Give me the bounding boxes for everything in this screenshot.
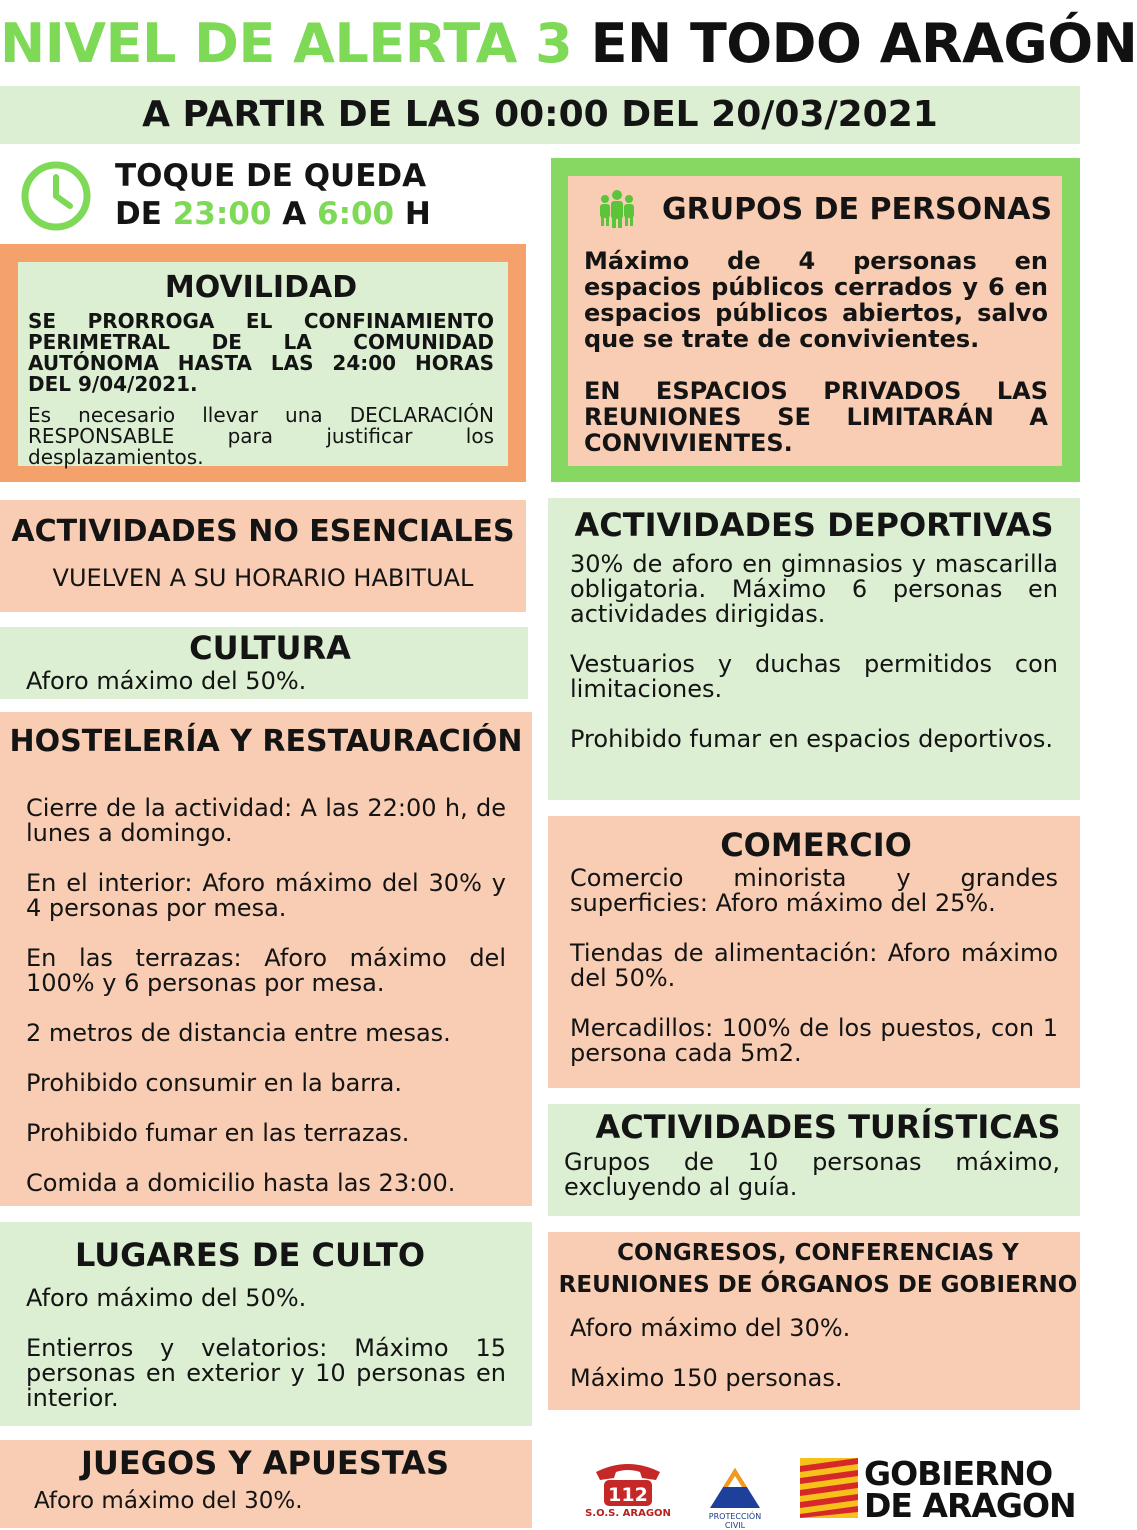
curfew-mid: A xyxy=(282,196,307,232)
page-title xyxy=(0,12,1137,75)
movilidad-text-1: SE PRORROGA EL CONFINAMIENTO PERIMETRAL DE LA COMUNIDAD AUTÓNOMA HASTA LAS 24:00 HORAS DEL 9/04/2021. xyxy=(28,309,494,396)
turisticas-heading: ACTIVIDADES TURÍSTICAS xyxy=(595,1108,1061,1146)
juegos-section xyxy=(0,1440,532,1528)
list-item: Comercio minorista y grandes superficies: Aforo máximo del 25%. xyxy=(570,864,1058,917)
culto-heading: LUGARES DE CULTO xyxy=(74,1236,426,1274)
sos-number: 112 xyxy=(608,1484,648,1506)
sos-aragon-logo xyxy=(582,1458,674,1522)
movilidad-text-2: Es necesario llevar una DECLARACIÓN RESPONSABLE para justificar los desplazamientos. xyxy=(28,403,494,469)
culto-text-2: Entierros y velatorios: Máximo 15 personas en exterior y 10 personas en interior. xyxy=(26,1334,506,1412)
comercio-heading: COMERCIO xyxy=(720,826,912,864)
curfew-heading: TOQUE DE QUEDA xyxy=(115,158,427,194)
group-icon xyxy=(596,188,638,230)
list-item: 2 metros de distancia entre mesas. xyxy=(26,1019,451,1047)
grupos-text-2: EN ESPACIOS PRIVADOS LAS REUNIONES SE LIMITARÁN A CONVIVIENTES. xyxy=(584,377,1048,457)
no-esenciales-section xyxy=(0,500,526,612)
movilidad-heading: MOVILIDAD xyxy=(164,270,358,305)
sos-label: S.O.S. ARAGON xyxy=(585,1508,671,1519)
curfew-start-time: 23:00 xyxy=(172,196,272,232)
congresos-heading-line-1: CONGRESOS, CONFERENCIAS Y xyxy=(617,1240,1019,1266)
list-item: Comida a domicilio hasta las 23:00. xyxy=(26,1169,456,1197)
no-esenciales-text: VUELVEN A SU HORARIO HABITUAL xyxy=(52,564,474,592)
hosteleria-heading: HOSTELERÍA Y RESTAURACIÓN xyxy=(9,724,523,759)
grupos-heading: GRUPOS DE PERSONAS xyxy=(662,192,1053,227)
juegos-heading: JUEGOS Y APUESTAS xyxy=(81,1444,449,1482)
curfew-hours xyxy=(115,196,431,232)
list-item: En las terrazas: Aforo máximo del 100% y 6 personas por mesa. xyxy=(26,944,506,997)
cultura-heading: CULTURA xyxy=(189,629,351,667)
list-item: En el interior: Aforo máximo del 30% y 4 personas por mesa. xyxy=(26,869,506,922)
clock-icon xyxy=(20,160,92,232)
juegos-text: Aforo máximo del 30%. xyxy=(34,1488,303,1514)
congresos-text-2: Máximo 150 personas. xyxy=(570,1364,843,1392)
list-item: Prohibido fumar en espacios deportivos. xyxy=(570,725,1054,753)
proteccion-civil-logo xyxy=(704,1462,766,1530)
movilidad-section xyxy=(18,262,508,469)
gov-line-1: GOBIERNO xyxy=(864,1454,1053,1493)
aragon-flag-icon xyxy=(800,1458,858,1518)
subtitle-date: A PARTIR DE LAS 00:00 DEL 20/03/2021 xyxy=(0,86,1080,144)
list-item: Prohibido fumar en las terrazas. xyxy=(26,1119,410,1147)
culto-section xyxy=(0,1222,532,1426)
congresos-section xyxy=(548,1232,1080,1410)
congresos-heading-line-2: REUNIONES DE ÓRGANOS DE GOBIERNO xyxy=(558,1272,1078,1298)
cultura-text: Aforo máximo del 50%. xyxy=(26,667,307,695)
title-alert-level: NIVEL DE ALERTA 3 xyxy=(0,12,573,75)
pc-label: PROTECCIÓN CIVIL xyxy=(708,1512,762,1530)
curfew-end-time: 6:00 xyxy=(317,196,395,232)
telephone-icon xyxy=(582,1458,674,1510)
cultura-section xyxy=(0,627,528,699)
gobierno-aragon-logo xyxy=(800,1454,1076,1525)
turisticas-section xyxy=(548,1104,1080,1216)
hosteleria-section xyxy=(0,712,532,1206)
list-item: Prohibido consumir en la barra. xyxy=(26,1069,402,1097)
list-item: Mercadillos: 100% de los puestos, con 1 persona cada 5m2. xyxy=(570,1014,1058,1067)
turisticas-text: Grupos de 10 personas máximo, excluyendo al guía. xyxy=(564,1148,1060,1201)
deportivas-heading: ACTIVIDADES DEPORTIVAS xyxy=(574,506,1054,544)
list-item: Cierre de la actividad: A las 22:00 h, de lunes a domingo. xyxy=(26,794,506,847)
list-item: 30% de aforo en gimnasios y mascarilla obligatoria. Máximo 6 personas en actividades dirigidas. xyxy=(570,550,1058,628)
comercio-section xyxy=(548,816,1080,1088)
triangle-icon xyxy=(704,1462,766,1512)
title-region: EN TODO ARAGÓN xyxy=(590,12,1137,75)
list-item: Tiendas de alimentación: Aforo máximo del 50%. xyxy=(570,939,1058,992)
curfew-prefix: DE xyxy=(115,196,162,232)
no-esenciales-heading: ACTIVIDADES NO ESENCIALES xyxy=(11,514,515,549)
culto-text-1: Aforo máximo del 50%. xyxy=(26,1284,307,1312)
congresos-text-1: Aforo máximo del 30%. xyxy=(570,1314,851,1342)
curfew-suffix: H xyxy=(404,196,431,232)
deportivas-section xyxy=(548,498,1080,800)
gov-line-2: DE ARAGON xyxy=(864,1486,1076,1525)
list-item: Vestuarios y duchas permitidos con limitaciones. xyxy=(570,650,1058,703)
grupos-text-1: Máximo de 4 personas en espacios públicos cerrados y 6 en espacios públicos abiertos, salvo que se trate de convivientes. xyxy=(584,247,1048,353)
